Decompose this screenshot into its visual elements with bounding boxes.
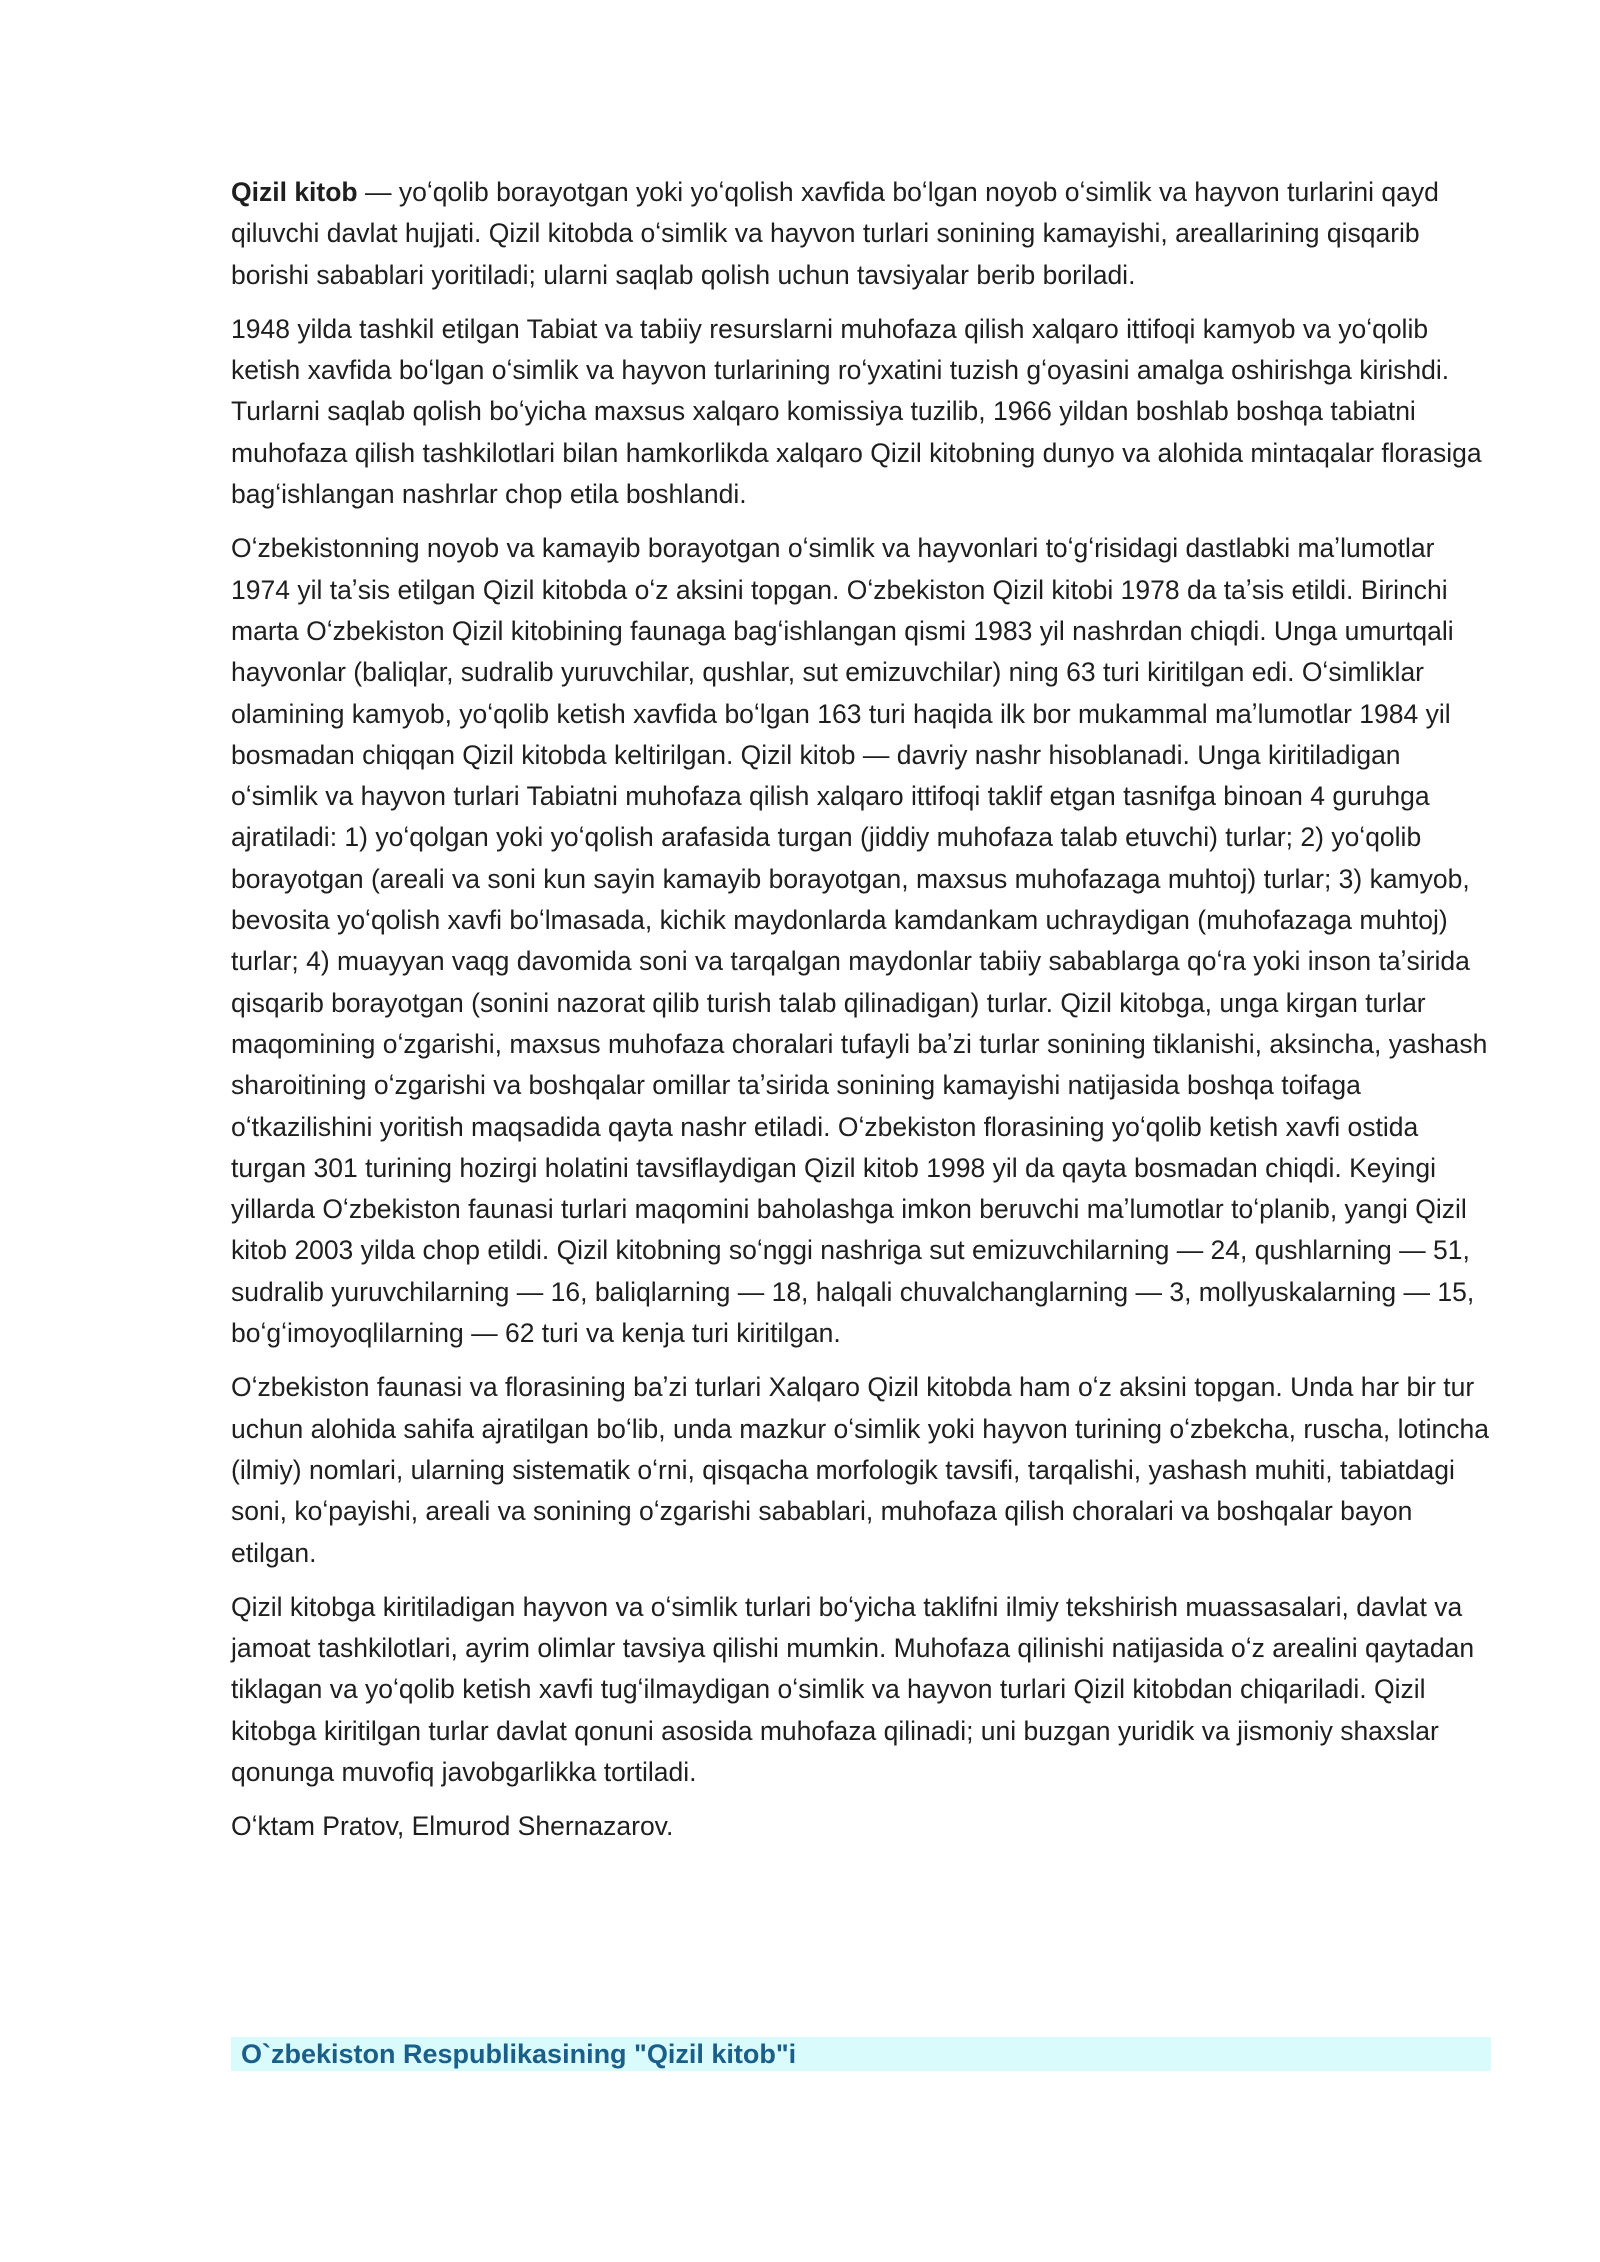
intro-term: Qizil kitob xyxy=(231,177,358,207)
paragraph-uzbekistan: Oʻzbekistonning noyob va kamayib borayotgan oʻsimlik va hayvonlari toʻgʻrisidagi dastlabki maʼlumotlar 1974 yil taʼsis etilgan Qizil kitobda oʻz aksini topgan. Oʻzbekiston Qizil kitobi 1978 da taʼsis etildi. Birinchi marta Oʻzbekiston Qizil kitobining faunaga bagʻishlangan qismi 1983 yil nashrdan chiqdi. Unga umurtqali hayvonlar (baliqlar, sudralib yuruvchilar, qushlar, sut emizuvchilar) ning 63 turi kiritilgan edi. Oʻsimliklar olamining kamyob, yoʻqolib ketish xavfida boʻlgan 163 turi haqida ilk bor mukammal maʼlumotlar 1984 yil bosmadan chiqqan Qizil kitobda keltirilgan. Qizil kitob — davriy nashr hisoblanadi. Unga kiritiladigan oʻsimlik va hayvon turlari Tabiatni muhofaza qilish xalqaro ittifoqi taklif etgan tasnifga binoan 4 guruhga ajratiladi: 1) yoʻqolgan yoki yoʻqolish arafasida turgan (jiddiy muhofaza talab etuvchi) turlar; 2) yoʻqolib borayotgan (areali va soni kun sayin kamayib borayotgan, maxsus muhofazaga muhtoj) turlar; 3) kamyob, bevosita yoʻqolish xavfi boʻlmasada, kichik maydonlarda kamdankam uchraydigan (muhofazaga muhtoj) turlar; 4) muayyan vaqg davomida soni va tarqalgan maydonlar tabiiy sabablarga qoʻra yoki inson taʼsirida qisqarib borayotgan (sonini nazorat qilib turish talab qilinadigan) turlar. Qizil kitobga, unga kirgan turlar maqomining oʻzgarishi, maxsus muhofaza choralari tufayli baʼzi turlar sonining tiklanishi, aksincha, yashash sharoitining oʻzgarishi va boshqalar omillar taʼsirida sonining kamayishi natijasida boshqa toifaga oʻtkazilishini yoritish maqsadida qayta nashr etiladi. Oʻzbekiston florasining yoʻqolib ketish xavfi ostida turgan 301 turining hozirgi holatini tavsiflaydigan Qizil kitob 1998 yil da qayta bosmadan chiqdi. Keyingi yillarda Oʻzbekiston faunasi turlari maqomini baholashga imkon beruvchi maʼlumotlar toʻplanib, yangi Qizil kitob 2003 yilda chop etildi. Qizil kitobning soʻnggi nashriga sut emizuvchilarning — 24, qushlarning — 51, sudralib yuruvchilarning — 16, baliqlarning — 18, halqali chuvalchanglarning — 3, mollyuskalarning — 15, boʻgʻimoyoqlilarning — 62 turi va kenja turi kiritilgan. xyxy=(231,533,1488,1349)
intro-paragraph xyxy=(231,172,1491,296)
paragraph-history: 1948 yilda tashkil etilgan Tabiat va tabiiy resurslarni muhofaza qilish xalqaro ittifoqi kamyob va yoʻqolib ketish xavfida boʻlgan oʻsimlik va hayvon turlarining roʻyxatini tuzish gʻoyasini amalga oshirishga kirishdi. Turlarni saqlab qolish boʻyicha maxsus xalqaro komissiya tuzilib, 1966 yildan boshlab boshqa tabiatni muhofaza qilish tashkilotlari bilan hamkorlikda xalqaro Qizil kitobning dunyo va alohida mintaqalar florasiga bagʻishlangan nashrlar chop etila boshlandi. xyxy=(231,313,1482,510)
intro-text: — yoʻqolib borayotgan yoki yoʻqolish xavfida boʻlgan noyob oʻsimlik va hayvon turlarini qayd qiluvchi davlat hujjati. Qizil kitobda oʻsimlik va hayvon turlari sonining kamayishi, areallarining qisqarib borishi sabablari yoritiladi; ularni saqlab qolish uchun tavsiyalar berib boriladi. xyxy=(231,177,1439,290)
authors-line: Oʻktam Pratov, Elmurod Shernazarov. xyxy=(231,1811,674,1842)
paragraph-inclusion: Qizil kitobga kiritiladigan hayvon va oʻsimlik turlari boʻyicha taklifni ilmiy tekshirish muassasalari, davlat va jamoat tashkilotlari, ayrim olimlar tavsiya qilishi mumkin. Muhofaza qilinishi natijasida oʻz arealini qaytadan tiklagan va yoʻqolib ketish xavfi tugʻilmaydigan oʻsimlik va hayvon turlari Qizil kitobdan chiqariladi. Qizil kitobga kiritilgan turlar davlat qonuni asosida muhofaza qilinadi; uni buzgan yuridik va jismoniy shaxslar qonunga muvofiq javobgarlikka tortiladi. xyxy=(231,1591,1475,1787)
paragraph-international: Oʻzbekiston faunasi va florasining baʼzi turlari Xalqaro Qizil kitobda ham oʻz aksini topgan. Unda har bir tur uchun alohida sahifa ajratilgan boʻlib, unda mazkur oʻsimlik yoki hayvon turining oʻzbekcha, ruscha, lotincha (ilmiy) nomlari, ularning sistematik oʻrni, qisqacha morfologik tavsifi, tarqalishi, yashash muhiti, tabiatdagi soni, koʻpayishi, areali va sonining oʻzgarishi sabablari, muhofaza qilish choralari va boshqalar bayon etilgan. xyxy=(231,1372,1489,1568)
section-heading: O`zbekiston Respublikasining "Qizil kitob"i xyxy=(231,2037,1491,2071)
article-body xyxy=(231,172,1491,1848)
